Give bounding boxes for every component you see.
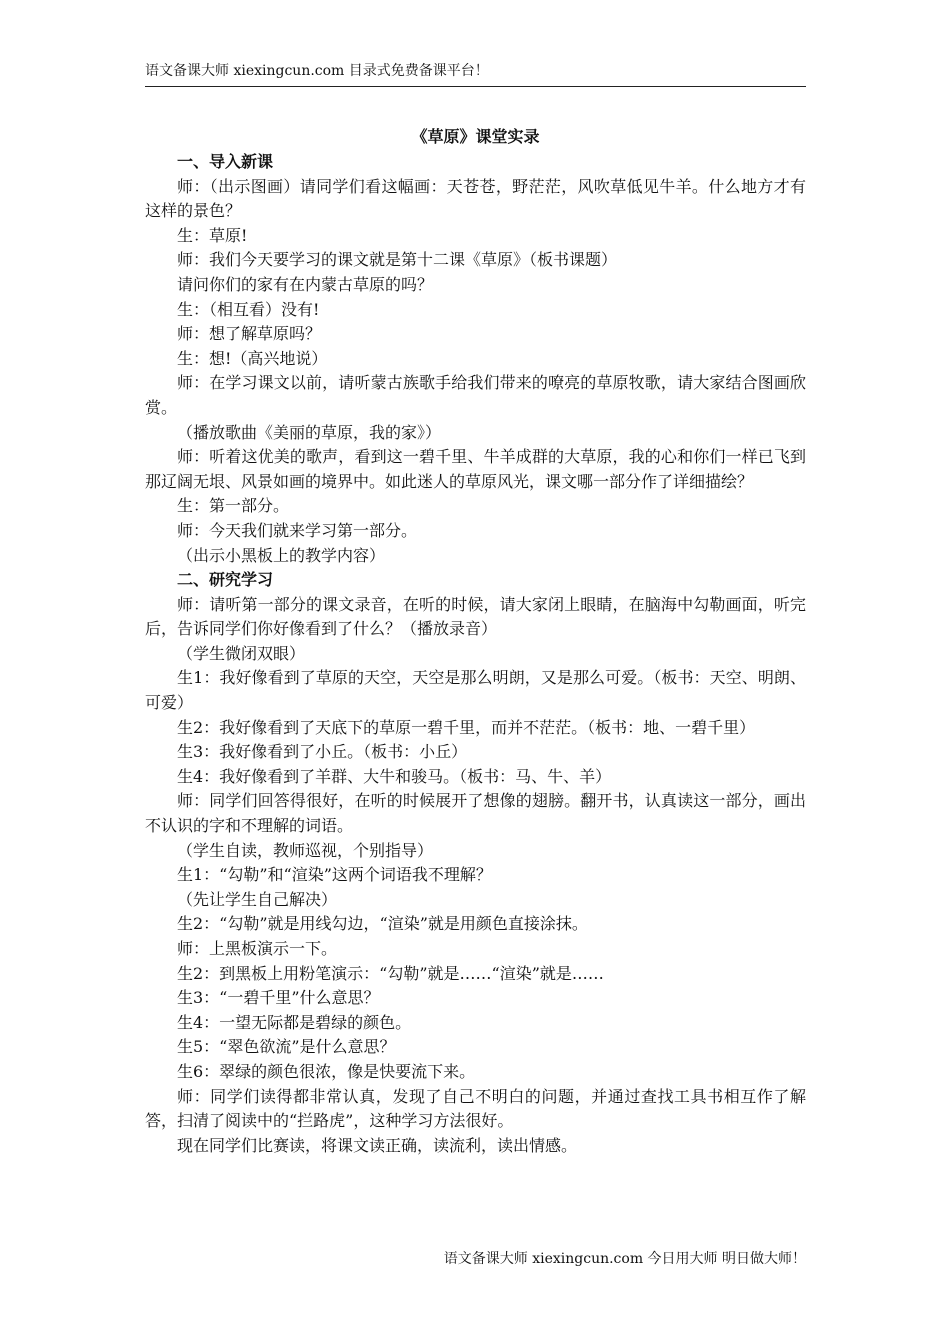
paragraph: （出示小黑板上的教学内容） (177, 545, 386, 565)
paragraph: 现在同学们比赛读，将课文读正确，读流利，读出情感。 (177, 1135, 578, 1155)
section-heading: 二、研究学习 (177, 570, 274, 590)
page-footer: 语文备课大师 xiexingcun.com 今日用大师 明日做大师！ (443, 1251, 806, 1267)
paragraph: 生4：我好像看到了羊群、大牛和骏马。（板书：马、牛、羊） (177, 766, 612, 786)
paragraph: （学生微闭双眼） (177, 643, 306, 663)
paragraph: 生2：“勾勒”就是用线勾边，“渲染”就是用颜色直接涂抹。 (177, 914, 588, 934)
paragraph: （播放歌曲《美丽的草原，我的家》） (177, 422, 442, 442)
paragraph: 师：上黑板演示一下。 (177, 939, 338, 958)
section-heading: 一、导入新课 (177, 152, 274, 171)
paragraph: 师：在学习课文以前，请听蒙古族歌手给我们带来的嘹亮的草原牧歌，请大家结合图画欣赏。 (145, 373, 806, 417)
paragraph: 师：（出示图画）请同学们看这幅画：天苍苍，野茫茫，风吹草低见牛羊。什么地方才有这样的景色？ (145, 176, 806, 221)
paragraph: 生4：一望无际都是碧绿的颜色。 (177, 1012, 412, 1032)
paragraph: 请问你们的家有在内蒙古草原的吗？ (177, 274, 434, 294)
paragraph: 师：听着这优美的歌声，看到这一碧千里、牛羊成群的大草原，我的心和你们一样已飞到那辽阔无垠、风景如画的境界中。如此迷人的草原风光，课文哪一部分作了详细描绘？ (145, 447, 806, 491)
paragraph: 生：想!（高兴地说） (177, 348, 328, 368)
paragraph: （学生自读，教师巡视，个别指导） (177, 840, 434, 860)
paragraph: 生：草原! (177, 225, 248, 245)
paragraph: 师：想了解草原吗？ (177, 324, 322, 344)
paragraph: 师：同学们回答得很好，在听的时候展开了想像的翅膀。翻开书，认真读这一部分，画出不认识的字和不理解的词语。 (145, 791, 806, 836)
paragraph: 师：我们今天要学习的课文就是第十二课《草原》（板书课题） (177, 250, 618, 270)
document-title: 《草原》课堂实录 (411, 127, 540, 146)
paragraph: 生5：“翠色欲流”是什么意思？ (177, 1037, 396, 1057)
paragraph: 生6：翠绿的颜色很浓，像是快要流下来。 (177, 1061, 476, 1081)
paragraph: 生：（相互看）没有! (177, 299, 320, 319)
paragraph: 生3：我好像看到了小丘。（板书：小丘） (177, 742, 468, 762)
paragraph: 生3：“一碧千里”什么意思？ (177, 988, 380, 1008)
paragraph: 生：第一部分。 (177, 496, 290, 516)
page-header: 语文备课大师 xiexingcun.com 目录式免费备课平台！ (145, 60, 806, 87)
paragraph: 生1：“勾勒”和“渲染”这两个词语我不理解？ (177, 865, 492, 885)
paragraph: 生2：我好像看到了天底下的草原一碧千里，而并不茫茫。（板书：地、一碧千里） (177, 717, 756, 737)
paragraph: 师：请听第一部分的课文录音，在听的时候，请大家闭上眼睛，在脑海中勾勒画面，听完后，告诉同学们你好像看到了什么？（播放录音） (145, 594, 806, 639)
paragraph: 生2：到黑板上用粉笔演示：“勾勒”就是……“渲染”就是…… (177, 963, 604, 983)
paragraph-list (145, 150, 806, 1158)
document-body (145, 124, 806, 1158)
paragraph: 师：同学们读得都非常认真，发现了自己不明白的问题，并通过查找工具书相互作了解答，扫清了阅读中的“拦路虎”，这种学习方法很好。 (145, 1086, 806, 1131)
paragraph: （先让学生自己解决） (177, 889, 338, 909)
paragraph: 生1：我好像看到了草原的天空，天空是那么明朗，又是那么可爱。（板书：天空、明朗、可爱） (145, 668, 806, 713)
paragraph: 师：今天我们就来学习第一部分。 (177, 520, 418, 540)
